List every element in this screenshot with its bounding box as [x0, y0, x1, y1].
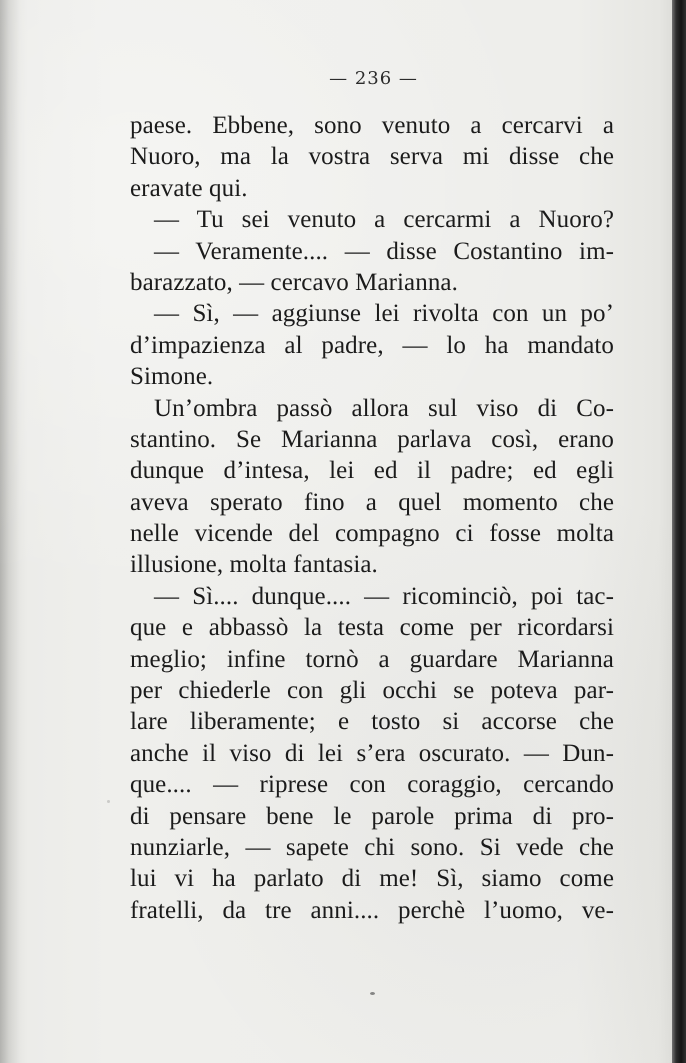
- text-line-5: — Veramente.... — disse Costantino im-: [154, 237, 614, 265]
- text-line-19: per chiederle con gli occhi se poteva par-: [130, 677, 614, 705]
- text-line-15: illusione, molta fantasia.: [130, 551, 378, 579]
- text-line-13: aveva sperato fino a quel momento che: [130, 488, 614, 516]
- text-line-14: nelle vicende del compagno ci fosse molta: [130, 520, 614, 548]
- text-line-3: eravate qui.: [130, 174, 248, 202]
- page-edge: [672, 0, 686, 1063]
- text-line-16: — Sì.... dunque.... — ricominciò, poi tac-: [154, 582, 614, 610]
- text-line-9: Simone.: [130, 363, 214, 391]
- text-line-21: anche il viso di lei s’era oscurato. — Dun-: [130, 739, 614, 767]
- paper-speck: [370, 992, 375, 995]
- page-number: — 236 —: [329, 68, 418, 89]
- text-line-7: — Sì, — aggiunse lei rivolta con un po’: [154, 300, 614, 328]
- text-line-18: meglio; infine tornò a guardare Marianna: [130, 645, 614, 673]
- text-line-23: di pensare bene le parole prima di pro-: [130, 802, 614, 830]
- text-line-10: Un’ombra passò allora sul viso di Co-: [154, 394, 614, 422]
- text-line-24: nunziarle, — sapete chi sono. Si vede che: [130, 833, 614, 861]
- gutter-shadow: [0, 0, 20, 1063]
- paper-speck: [107, 800, 110, 803]
- text-line-25: lui vi ha parlato di me! Sì, siamo come: [130, 865, 614, 893]
- text-line-17: que e abbassò la testa come per ricordarsi: [130, 614, 614, 642]
- text-line-11: stantino. Se Marianna parlava così, erano: [130, 425, 614, 453]
- text-line-12: dunque d’intesa, lei ed il padre; ed egli: [130, 457, 614, 485]
- body-text: [130, 110, 614, 926]
- text-line-2: Nuoro, ma la vostra serva mi disse che: [130, 143, 614, 171]
- text-line-22: que.... — riprese con coraggio, cercando: [130, 771, 614, 799]
- text-line-4: — Tu sei venuto a cercarmi a Nuoro?: [154, 206, 614, 234]
- text-line-1: paese. Ebbene, sono venuto a cercarvi a: [130, 112, 614, 139]
- text-line-6: barazzato, — cercavo Marianna.: [130, 268, 458, 296]
- text-line-20: lare liberamente; e tosto si accorse che: [130, 708, 614, 736]
- text-line-8: d’impazienza al padre, — lo ha mandato: [130, 331, 614, 359]
- text-line-26: fratelli, da tre anni.... perchè l’uomo, ve-: [130, 896, 614, 924]
